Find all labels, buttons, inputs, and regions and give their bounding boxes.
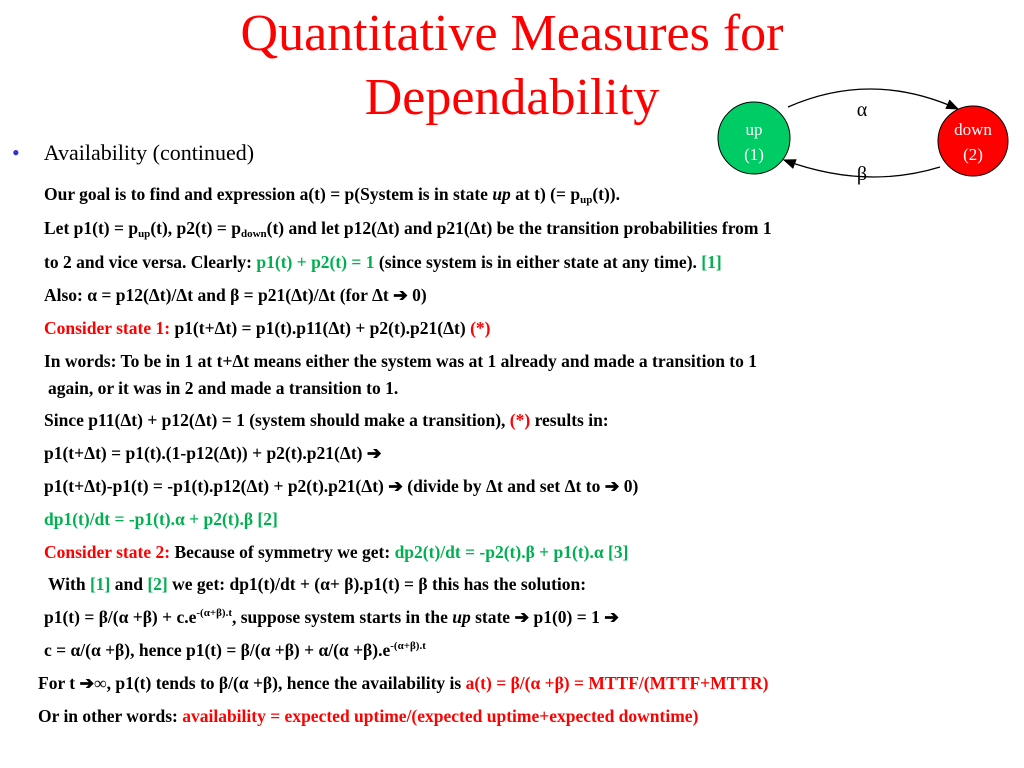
text-line-other-words: Or in other words: availability = expected uptime/(expected uptime+expected downtime): [38, 706, 699, 726]
text-line-goal: Our goal is to find and expression a(t) = p(System is in state up at t) (= $p_{up}(t)$).: [44, 184, 621, 206]
text-line-eq1: p1(t+Δt) = p1(t).(1-p12(Δt)) + p2(t).p21(Δt) ➔: [44, 443, 382, 463]
text-line-state1: Consider state 1: p1(t+Δt) = p1(t).p11(Δt) + p2(t).p21(Δt) (*): [44, 318, 491, 338]
text-line-constant: c = α/(α +β), hence $p1(t) = \beta/(\alpha +\beta) + \alpha/(\alpha +\beta).e^{-(\alpha+\beta).t}$: [44, 640, 426, 660]
text-line-also: Also: α = p12(Δt)/Δt and β = p21(Δt)/Δt (for Δt ➔ 0): [44, 285, 427, 305]
text-line-state2: Consider state 2: Because of symmetry we get: dp2(t)/dt = -p2(t).β + p1(t).α [3]: [44, 542, 629, 562]
beta-label: β: [856, 163, 868, 185]
text-line-since: Since p11(Δt) + p12(Δt) = 1 (system should make a transition), (*) results in:: [44, 410, 609, 430]
title-line-1: Quantitative Measures for: [240, 5, 784, 62]
text-line-eq2: p1(t+Δt)-p1(t) = -p1(t).p12(Δt) + p2(t).p21(Δt) ➔ (divide by Δt and set Δt to ➔ 0): [44, 476, 639, 496]
alpha-transition-arrow: [788, 89, 958, 109]
alpha-label: α: [856, 99, 868, 121]
text-line-clearly: to 2 and vice versa. Clearly: p1(t) + p2(t) = 1 (since system is in either state at any time). [1]: [44, 252, 722, 272]
bullet-item: [12, 140, 254, 166]
text-line-with: With [1] and [2] we get: dp1(t)/dt + (α+ β).p1(t) = β this has the solution:: [48, 574, 587, 594]
state-diagram: [700, 72, 1024, 192]
title-line-2: Dependability: [364, 69, 660, 126]
text-line-eq-dp1: dp1(t)/dt = -p1(t).α + p2(t).β [2]: [44, 509, 278, 529]
text-line-in-words-cont: again, or it was in 2 and made a transition to 1.: [48, 378, 399, 398]
state-up-number: (1): [744, 145, 764, 164]
state-down-label: down: [954, 120, 992, 139]
text-line-limit: For t ➔∞, p1(t) tends to β/(α +β), hence the availability is a(t) = β/(α +β) = MTTF/(MTTF+MTTR): [38, 673, 769, 693]
text-line-definitions: Let $p1(t) = p_{up}(t)$, $p2(t) = p_{down}(t)$ and let p12(Δt) and p21(Δt) be the transition probabilities from 1: [44, 218, 772, 240]
bullet-marker: •: [12, 140, 20, 165]
bullet-text: Availability (continued): [43, 140, 255, 165]
state-down-node: [938, 106, 1008, 176]
state-down-number: (2): [963, 145, 983, 164]
text-line-solution: $p1(t) = \beta/(\alpha +\beta) + c.e^{-(\alpha+\beta).t}$, suppose system starts in the up state ➔ p1(0) = 1 ➔: [44, 607, 619, 627]
text-line-in-words: In words: To be in 1 at t+Δt means either the system was at 1 already and made a transition to 1: [44, 351, 758, 371]
state-up-label: up: [745, 120, 763, 139]
